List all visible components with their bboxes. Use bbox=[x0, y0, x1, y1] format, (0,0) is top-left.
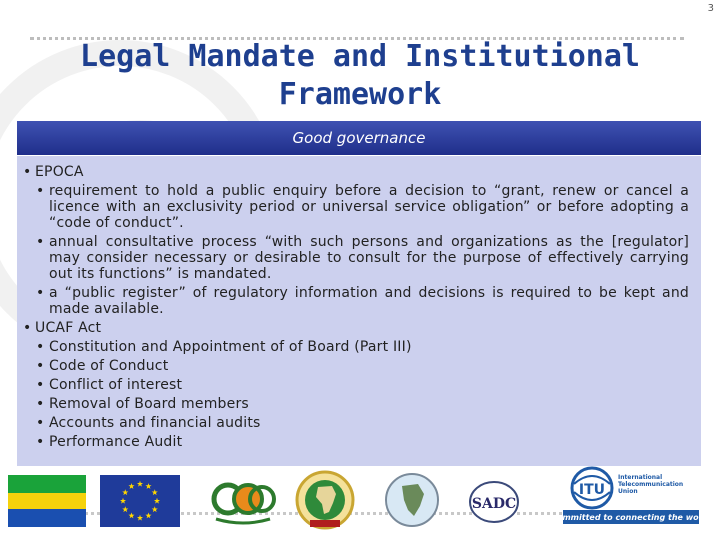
page-number: 3 bbox=[707, 3, 714, 14]
list-item: • Code of Conduct bbox=[23, 358, 689, 374]
sadc-logo bbox=[466, 478, 522, 526]
section-header bbox=[17, 121, 701, 156]
gabon-flag-logo bbox=[8, 475, 86, 527]
regional-map-emblem bbox=[384, 472, 440, 528]
content-panel bbox=[17, 121, 701, 466]
section-header-label: Good governance bbox=[292, 129, 426, 147]
list-item: • annual consultative process “with such persons and organizations as the [regulator] may consider necessary or desirable to consult for the purpose of effectively carrying out its functions” is mandated. bbox=[23, 234, 689, 282]
list-item: • Performance Audit bbox=[23, 434, 689, 450]
itu-name-block bbox=[618, 474, 683, 495]
african-union-emblem bbox=[292, 470, 358, 530]
list-item: • Constitution and Appointment of of Board (Part III) bbox=[23, 339, 689, 355]
list-item: • requirement to hold a public enquiry before a decision to “grant, renew or cancel a licence with an exclusivity period or universal service obligation” or before adopting a “code of conduct”. bbox=[23, 183, 689, 231]
itu-name-line: International bbox=[618, 474, 663, 481]
itu-tagline: Committed to connecting the world bbox=[558, 513, 704, 522]
sadc-logo-text: SADC bbox=[471, 496, 517, 512]
page-title: Legal Mandate and Institutional Framework bbox=[80, 39, 640, 112]
itu-name-line: Telecommunication bbox=[618, 481, 684, 488]
itu-name-line: Union bbox=[618, 488, 638, 495]
itu-logo-text: ITU bbox=[578, 482, 606, 498]
list-item: • UCAF Act bbox=[23, 320, 689, 336]
list-item: • Accounts and financial audits bbox=[23, 415, 689, 431]
eu-flag-logo bbox=[100, 475, 180, 527]
bullet-list bbox=[17, 156, 701, 450]
list-item: • Removal of Board members bbox=[23, 396, 689, 412]
itu-logo bbox=[558, 466, 704, 528]
list-item: • EPOCA bbox=[23, 164, 689, 180]
list-item: • a “public register” of regulatory information and decisions is required to be kept and made available. bbox=[23, 285, 689, 317]
regional-organization-logo bbox=[208, 473, 278, 529]
list-item: • Conflict of interest bbox=[23, 377, 689, 393]
